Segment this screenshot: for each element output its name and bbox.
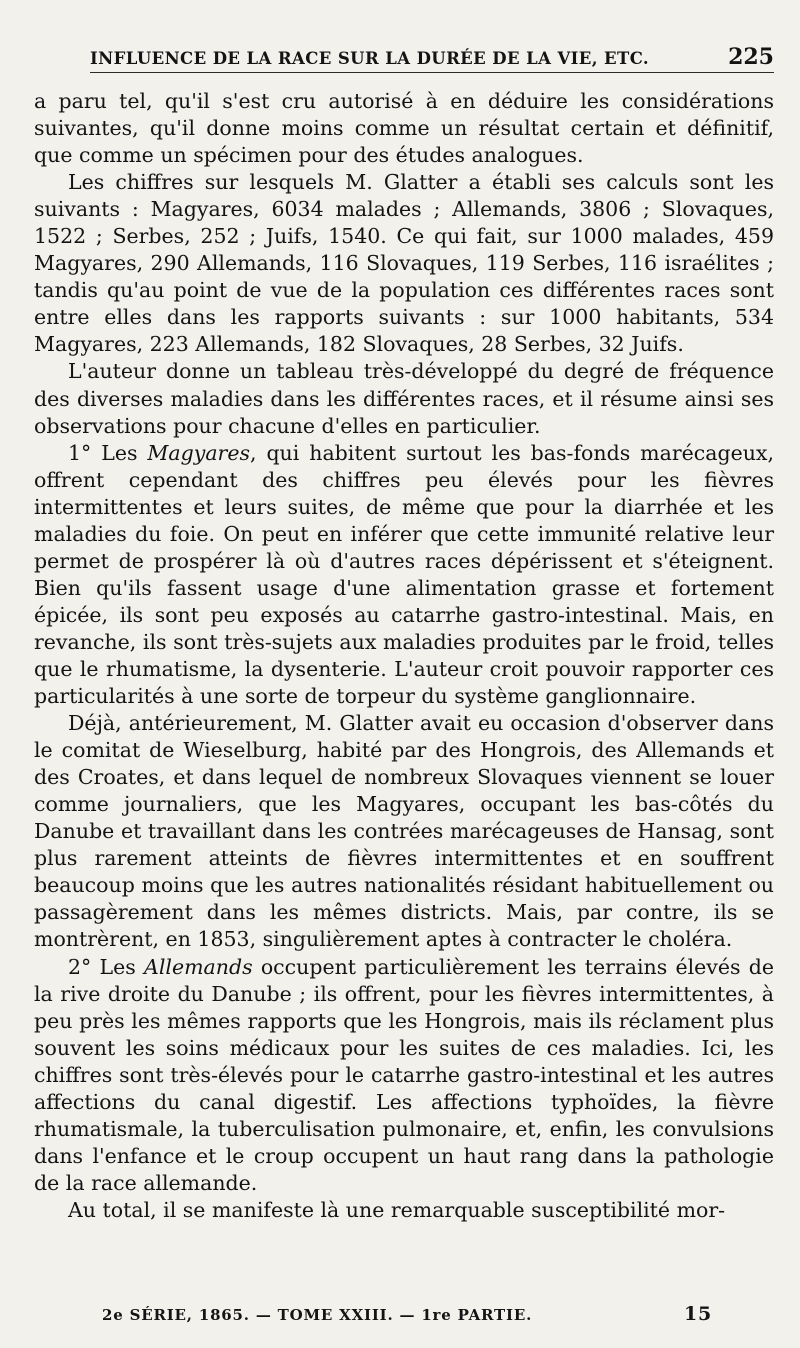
body-text: [34, 88, 774, 1224]
paragraph-wieselburg: Déjà, antérieurement, M. Glatter avait eu occasion d'observer dans le comitat de Wieselburg, habité par des Hongrois, des Allemands et des Croates, et dans lequel de nombreux Slovaques viennent se louer comme journaliers, que les Magyares, occupant les bas-côtés du Danube et travaillant dans les contrées marécageuses de Hansag, sont plus rarement atteints de fièvres intermittentes et en souffrent beaucoup moins que les autres nationalités résidant habituellement ou passagèrement dans les mêmes districts. Mais, par contre, ils se montrèrent, en 1853, singulièrement aptes à contracter le choléra.: [34, 711, 774, 952]
paragraph-allemands: 2° Les Allemands occupent particulièrement les terrains élevés de la rive droite du Danube ; ils offrent, pour les fièvres intermittentes, à peu près les mêmes rapports que les Hongrois, mais ils réclament plus souvent les soins médicaux pour les suites de ces maladies. Ici, les chiffres sont très-élevés pour le catarrhe gastro-intestinal et les autres affections du canal digestif. Les affections typhoïdes, la fièvre rhumatismale, la tuberculisation pulmonaire, et, enfin, les convulsions dans l'enfance et le croup occupent un haut rang dans la pathologie de la race allemande.: [34, 954, 774, 1195]
paragraph-figures: Les chiffres sur lesquels M. Glatter a établi ses calculs sont les suivants : Magyares, 6034 malades ; Allemands, 3806 ; Slovaques, 1522 ; Serbes, 252 ; Juifs, 1540. Ce qui fait, sur 1000 malades, 459 Magyares, 290 Allemands, 116 Slovaques, 119 Serbes, 116 israélites ; tandis qu'au point de vue de la population ces différentes races sont entre elles dans les rapports suivants : sur 1000 habitants, 534 Magyares, 223 Allemands, 182 Slovaques, 28 Serbes, 32 Juifs.: [34, 170, 774, 357]
running-header: [90, 44, 774, 73]
paragraph-continuation: a paru tel, qu'il s'est cru autorisé à en déduire les considérations suivantes, qu'il donne moins comme un résultat certain et définitif, que comme un spécimen pour des études analogues.: [34, 89, 774, 168]
paragraph-magyares: 1° Les Magyares, qui habitent surtout les bas-fonds marécageux, offrent cependant des chiffres peu élevés pour les fièvres intermittentes et leurs suites, de même que pour la diarrhée et les maladies du foie. On peut en inférer que cette immunité relative leur permet de prospérer là où d'autres races dépérissent et s'éteignent. Bien qu'ils fassent usage d'une alimentation grasse et fortement épicée, ils sont peu exposés au catarrhe gastro-intestinal. Mais, en revanche, ils sont très-sujets aux maladies produites par le froid, telles que le rhumatisme, la dysenterie. L'auteur croit pouvoir rapporter ces particularités à une sorte de torpeur du système ganglionnaire.: [34, 440, 774, 709]
page-footer: [102, 1303, 712, 1325]
page-number: 225: [728, 44, 774, 70]
signature-mark: 15: [683, 1303, 712, 1325]
italic-term-magyares: Magyares: [147, 440, 250, 465]
italic-term-allemands: Allemands: [144, 954, 253, 979]
paragraph-summary: L'auteur donne un tableau très-développé du degré de fréquence des diverses maladies dans les différentes races, et il résume ainsi ses observations pour chacune d'elles en particulier.: [34, 359, 774, 438]
series-note: 2e SÉRIE, 1865. — TOME XXIII. — 1re PARTIE.: [102, 1306, 533, 1324]
paragraph-total: Au total, il se manifeste là une remarquable susceptibilité mor-: [68, 1197, 726, 1222]
running-title: INFLUENCE DE LA RACE SUR LA DURÉE DE LA VIE, ETC.: [90, 49, 650, 68]
